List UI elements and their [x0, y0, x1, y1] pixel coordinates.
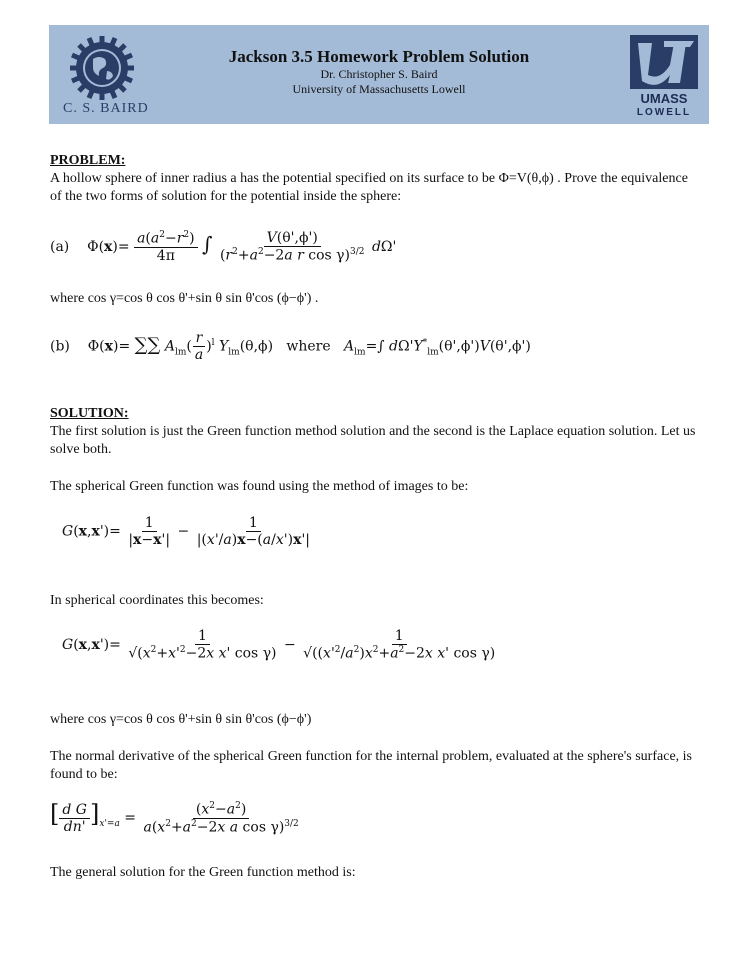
solution-section [50, 405, 700, 496]
green-function-equation: G(x,x')= $\frac{1}{|x-x'|}$ − $\frac{1}{|(x'/a)x-(a/x')x'|}$ [62, 515, 311, 548]
equation-b: (b) Φ(x)= ∑∑ $A_{lm}$( $\frac{r}{a}$ )$^l$ $Y_{lm}(\theta,\phi)$ where $A_{lm}=\int$ $d\Omega'Y^*_{lm}(\theta',\phi')V(\theta',\phi')$ [50, 330, 531, 363]
spherical-intro: In spherical coordinates this becomes: [50, 593, 264, 608]
problem-heading: PROBLEM: [50, 153, 126, 168]
equation-b-label: (b) [50, 338, 70, 355]
header-banner [49, 25, 709, 124]
spherical-green-equation: G(x,x')= $\frac{1}{√(x^2+x'^2-2x x' \cos \gamma)}$ − $\frac{1}{√((x'^2/a^2)x^2+a^2-2x x' \cos \gamma)}$ [62, 628, 496, 662]
problem-statement: A hollow sphere of inner radius a has the potential specified on its surface to be Φ=V(θ,ϕ) . Prove the equivalence of the two forms of solution for the potential inside the sphere: [50, 171, 688, 204]
logo-caption: C. S. BAIRD [63, 101, 149, 116]
equation-a-label: (a) [50, 238, 70, 255]
umass-lowell-logo-icon [630, 35, 698, 117]
normal-derivative-equation: [ $\frac{\text{d G}}{dn'}$ ]$_{x'=a}$ = $\frac{(x^2-a^2)}{a(x^2+a^2-2x a \cos \gamma)^{3/2}}$ [50, 800, 299, 836]
equation-a: (a) Φ(x)= $\frac{a(a^2-r^2)}{4\pi}$ ∫ $\frac{V(\theta',\phi')}{(r^2+a^2-2a r \cos \gamma)^{3/2}}$ dΩ' [50, 230, 397, 264]
where-clause-1: where cos γ=cos θ cos θ'+sin θ sin θ'cos (ϕ−ϕ') . [50, 291, 319, 306]
lowell-label: LOWELL [636, 107, 692, 117]
general-solution-intro: The general solution for the Green function method is: [50, 865, 356, 880]
umass-label: UMASS [640, 91, 688, 106]
normal-derivative-intro: The normal derivative of the spherical Green function for the internal problem, evaluated at the sphere's surface, is found to be: [50, 749, 692, 782]
where-clause-1-block [50, 290, 700, 308]
author: Dr. Christopher S. Baird [320, 67, 438, 81]
solution-intro: The first solution is just the Green function method solution and the second is the Laplace equation solution. Let us solve both. [50, 424, 696, 457]
general-solution-block [50, 864, 700, 882]
derivative-section [50, 711, 700, 784]
title-block [179, 47, 579, 97]
university: University of Massachusetts Lowell [292, 82, 466, 96]
document-body [50, 152, 700, 206]
equation-b-where: where [286, 338, 331, 355]
page-title: Jackson 3.5 Homework Problem Solution [228, 47, 530, 66]
globe-logo-icon [69, 35, 135, 101]
green-function-intro: The spherical Green function was found using the method of images to be: [50, 479, 469, 494]
solution-heading: SOLUTION: [50, 406, 129, 421]
where-clause-2: where cos γ=cos θ cos θ'+sin θ sin θ'cos (ϕ−ϕ') [50, 712, 312, 727]
spherical-intro-block [50, 592, 700, 610]
